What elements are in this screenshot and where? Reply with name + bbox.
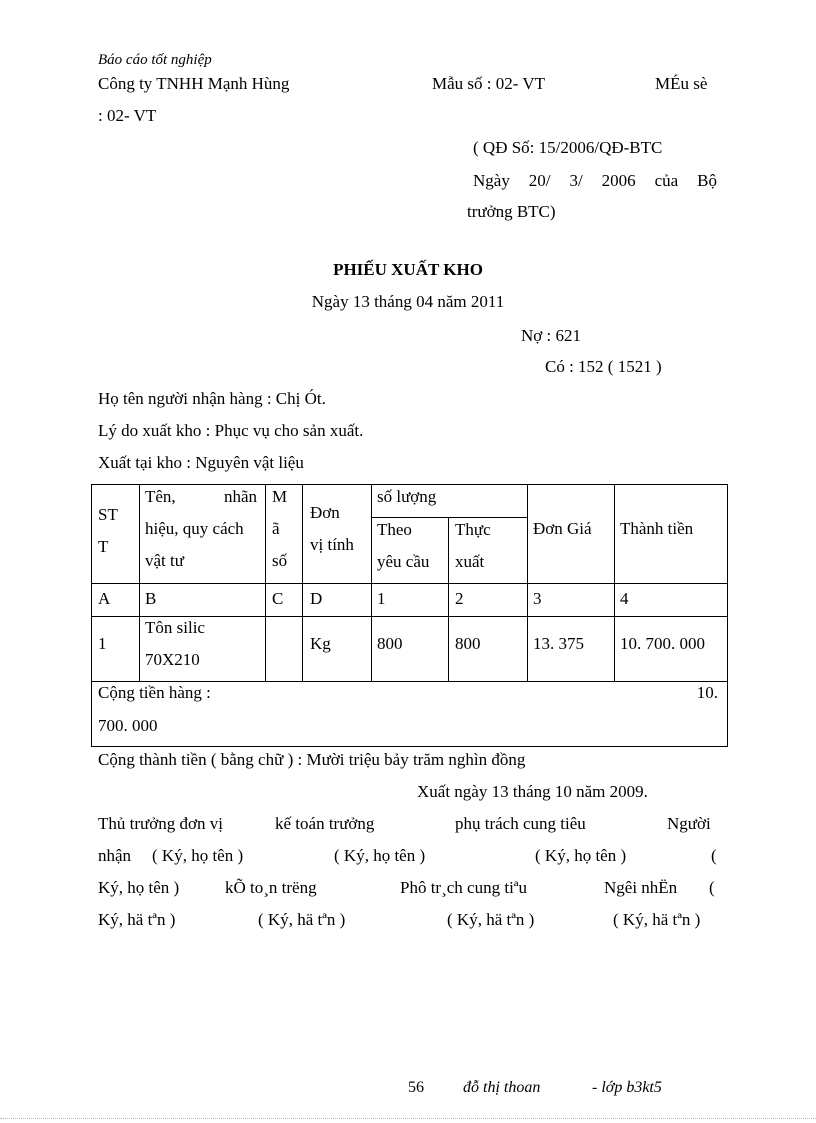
row-name: Tôn silic xyxy=(145,618,205,637)
report-label: Báo cáo tốt nghiệp xyxy=(98,52,212,68)
code-cell: C xyxy=(272,589,284,608)
code-cell: D xyxy=(310,589,323,608)
form-number: Mẫu số : 02- VT xyxy=(432,74,546,93)
credit-account: Có : 152 ( 1521 ) xyxy=(545,357,662,376)
sig-chief-accountant-title: kế toán trưởng xyxy=(275,814,375,833)
sig-instruction: ( xyxy=(709,878,715,897)
th-qty-actual: Thực xyxy=(455,520,491,539)
footer-class: - lớp b3kt5 xyxy=(592,1079,662,1096)
row-qty-requested: 800 xyxy=(377,634,403,653)
total-value: 10. xyxy=(696,683,718,702)
issue-date: Xuất ngày 13 tháng 10 năm 2009. xyxy=(417,782,648,801)
decision-word: 20/ xyxy=(528,171,551,190)
sig-instruction-legacy: ( Ký, hä tªn ) xyxy=(447,910,535,929)
code-cell: 3 xyxy=(533,589,542,608)
th-code: ã xyxy=(272,519,280,538)
row-name: 70X210 xyxy=(145,650,200,669)
sig-supply-title-legacy: Phô tr¸ch cung tiªu xyxy=(400,878,527,897)
decision-word: Bộ xyxy=(697,171,717,190)
decision-line-2 xyxy=(473,171,717,191)
company-name: Công ty TNHH Mạnh Hùng xyxy=(98,74,290,93)
items-table xyxy=(91,484,728,747)
sig-instruction: ( Ký, họ tên ) xyxy=(152,846,244,865)
page-title: PHIẾU XUẤT KHO xyxy=(333,260,483,279)
warehouse-line: Xuất tại kho : Nguyên vật liệu xyxy=(98,453,304,472)
th-quantity: số lượng xyxy=(377,487,437,506)
sig-instruction-legacy: Ký, hä tªn ) xyxy=(98,910,176,929)
th-stt: ST xyxy=(98,505,118,524)
receiver-line: Họ tên người nhận hàng : Chị Ót. xyxy=(98,389,326,408)
reason-line: Lý do xuất kho : Phục vụ cho sản xuất. xyxy=(98,421,364,440)
footer-rule xyxy=(0,1118,816,1119)
th-unit: vị tính xyxy=(310,535,354,554)
sig-receiver-title-legacy: Ngêi nhËn xyxy=(604,878,678,897)
debit-account: Nợ : 621 xyxy=(521,326,581,345)
th-stt: T xyxy=(98,537,109,556)
table-divider xyxy=(448,517,449,682)
row-stt: 1 xyxy=(98,634,107,653)
th-qty-actual: xuất xyxy=(455,552,485,571)
sig-instruction-legacy: ( Ký, hä tªn ) xyxy=(613,910,701,929)
row-qty-actual: 800 xyxy=(455,634,481,653)
th-name xyxy=(145,481,257,513)
row-unit: Kg xyxy=(310,634,331,653)
decision-word: của xyxy=(654,171,679,190)
table-divider xyxy=(92,583,727,584)
code-cell: A xyxy=(98,589,111,608)
footer-author: đỗ thị thoan xyxy=(463,1079,541,1096)
page-number: 56 xyxy=(408,1079,424,1096)
sig-instruction: ( Ký, họ tên ) xyxy=(334,846,426,865)
code-cell: B xyxy=(145,589,157,608)
sig-supply-title: phụ trách cung tiêu xyxy=(455,814,586,833)
decision-word: 3/ xyxy=(569,171,583,190)
decision-line-3: trưởng BTC) xyxy=(467,202,556,221)
sig-receiver-title: Người xyxy=(667,814,711,833)
th-name: vật tư xyxy=(145,551,184,570)
decision-line-1: ( QĐ Số: 15/2006/QĐ-BTC xyxy=(473,138,663,157)
th-price: Đơn Giá xyxy=(533,519,592,538)
sig-instruction-legacy: ( Ký, hä tªn ) xyxy=(258,910,346,929)
form-number-garbled: MÉu sè xyxy=(655,74,708,93)
total-value-cont: 700. 000 xyxy=(98,716,158,735)
sig-receiver-title-cont: nhận xyxy=(98,846,132,865)
th-code: số xyxy=(272,551,288,570)
sig-instruction: ( xyxy=(711,846,717,865)
amount-in-words: Cộng thành tiền ( bằng chữ ) : Mười triệu bảy trăm nghìn đồng xyxy=(98,750,526,769)
form-number-garbled-cont: : 02- VT xyxy=(98,106,157,125)
total-label: Cộng tiền hàng : xyxy=(98,683,211,702)
sig-instruction: Ký, họ tên ) xyxy=(98,878,180,897)
decision-word: 2006 xyxy=(601,171,636,190)
issue-date-title: Ngày 13 tháng 04 năm 2011 xyxy=(311,292,505,311)
th-code: M xyxy=(272,487,288,506)
sig-chief-accountant-title-legacy: kÕ to¸n trëng xyxy=(225,878,317,897)
code-cell: 1 xyxy=(377,589,386,608)
th-amount: Thành tiền xyxy=(620,519,694,538)
row-price: 13. 375 xyxy=(533,634,584,653)
sig-instruction: ( Ký, họ tên ) xyxy=(535,846,627,865)
th-name-word: nhãn xyxy=(223,487,257,506)
th-qty-requested: yêu cầu xyxy=(377,552,430,571)
th-name: hiệu, quy cách xyxy=(145,519,244,538)
th-unit: Đơn xyxy=(310,503,340,522)
sig-head-title: Thủ trưởng đơn vị xyxy=(98,814,223,833)
decision-word: Ngày xyxy=(473,171,510,190)
code-cell: 2 xyxy=(455,589,464,608)
th-qty-requested: Theo xyxy=(377,520,412,539)
th-name-word: Tên, xyxy=(145,487,176,506)
row-amount: 10. 700. 000 xyxy=(620,634,705,653)
code-cell: 4 xyxy=(620,589,629,608)
